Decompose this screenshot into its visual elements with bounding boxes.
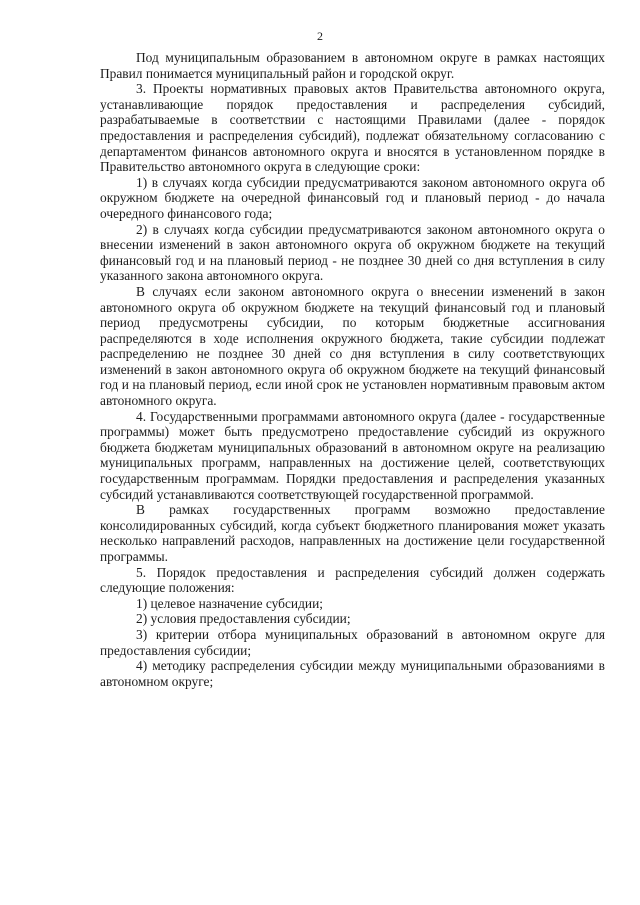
paragraph-clause-5-item-3: 3) критерии отбора муниципальных образований в автономном округе для предоставления субсидии; [100,626,605,658]
paragraph-municipal-definition: Под муниципальным образованием в автономном округе в рамках настоящих Правил понимается муниципальный район и городской округ. [100,50,605,81]
paragraph-clause-3-amendments: В случаях если законом автономного округа о внесении изменений в закон автономного округа об окружном бюджете на текущий финансовый год и плановый период предусмотрены субсидии, по которым бюджетные ассигнования распределяются в ходе исполнения окружного бюджета, такие субсидии подлежат распределению не позднее 30 дней со дня вступления в силу соответствующих изменений в закон автономного округа об окружном бюджете на текущий финансовый год и на плановый период, если иной срок не установлен нормативным правовым актом автономного округа. [100,283,605,409]
paragraph-clause-3: 3. Проекты нормативных правовых актов Правительства автономного округа, устанавливающие порядок предоставления и распределения субсидий, разрабатываемые в соответствии с настоящими Правилами (далее - порядок предоставления и распределения субсидий), подлежат обязательному согласованию с департаментом финансов автономного округа и вносятся в установленном порядке в Правительство автономного округа в следующие сроки: [100,81,605,175]
page-number: 2 [317,29,323,43]
document-body [100,50,605,689]
paragraph-clause-5-item-2: 2) условия предоставления субсидии; [136,611,351,627]
paragraph-clause-5: 5. Порядок предоставления и распределения субсидий должен содержать следующие положения: [100,564,605,596]
paragraph-consolidated-subsidies: В рамках государственных программ возможно предоставление консолидированных субсидий, когда субъект бюджетного планирования может указать несколько направлений расходов, направленных на достижение цели государственной программы. [100,502,605,564]
paragraph-clause-5-item-1: 1) целевое назначение субсидии; [136,595,323,611]
paragraph-clause-4: 4. Государственными программами автономного округа (далее - государственные программы) может быть предусмотрено предоставление субсидий из окружного бюджета бюджетам муниципальных образований в автономном округе на реализацию муниципальных программ, направленных на достижение целей, соответствующих государственным программам. Порядки предоставления и распределения указанных субсидий устанавливаются соответствующей государственной программой. [100,408,605,502]
paragraph-clause-5-item-4: 4) методику распределения субсидии между муниципальными образованиями в автономном округе; [100,658,605,689]
paragraph-clause-3-item-1: 1) в случаях когда субсидии предусматриваются законом автономного округа об окружном бюджете на очередной финансовый год и плановый период - до начала очередного финансового года; [100,174,605,221]
paragraph-clause-3-item-2: 2) в случаях когда субсидии предусматриваются законом автономного округа о внесении изменений в закон автономного округа об окружном бюджете на текущий финансовый год и на плановый период - не позднее 30 дней со дня вступления в силу указанного закона автономного округа. [100,221,605,284]
